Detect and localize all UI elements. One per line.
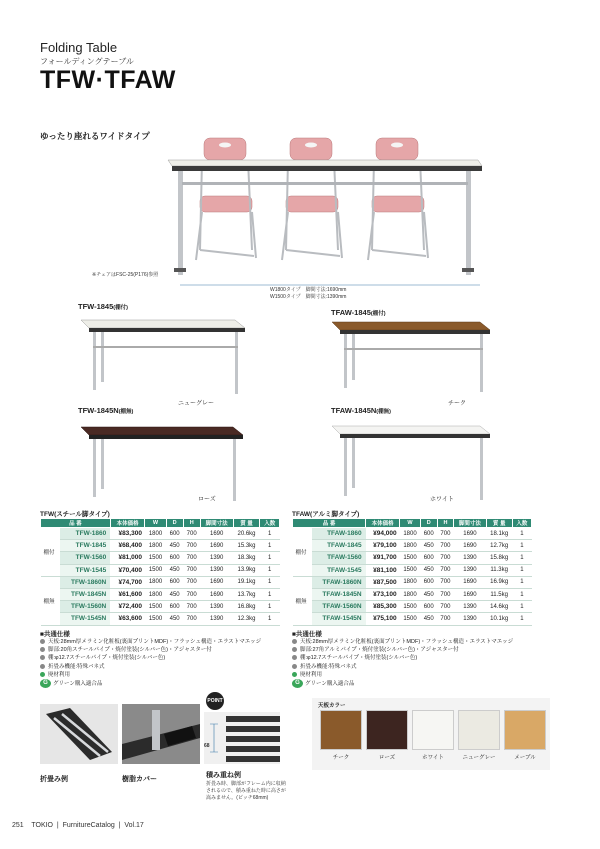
- cell-h: 700: [183, 564, 200, 576]
- cell-h: 700: [183, 540, 200, 552]
- cell-qty: 1: [260, 588, 280, 600]
- cell-d: 600: [166, 528, 183, 540]
- cell-w: 1800: [145, 588, 166, 600]
- cell-w: 1800: [400, 528, 421, 540]
- fold-example-label: 折畳み例: [40, 776, 68, 783]
- cell-qty: 1: [260, 613, 280, 625]
- cell-name: TFW-1560: [60, 552, 110, 564]
- cell-name: TFW-1845N: [60, 588, 110, 600]
- cell-name: TFW-1545N: [60, 613, 110, 625]
- swatch-label: チーク: [332, 755, 350, 761]
- cell-name: TFAW-1845N: [312, 588, 366, 600]
- cell-mass: 16.9kg: [486, 576, 512, 588]
- cell-d: 600: [420, 601, 437, 613]
- cell-leg: 1390: [454, 613, 486, 625]
- cell-name: TFAW-1860N: [312, 576, 366, 588]
- list-item: 脚部:20角スチールパイプ・焼付塗装(シルバー色)・アジャスター付: [40, 646, 290, 654]
- list-item: 天板:28mm厚メラミン化粧板(裏面プリントMDF)・フラッシュ構造・エラストマエッジ: [40, 638, 290, 646]
- bullet-icon: [292, 639, 297, 644]
- color-label-newgray: ニューグレー: [178, 401, 215, 407]
- table-row: [41, 588, 280, 600]
- product-label-tfaw-1845n: TFAW-1845N(棚無): [331, 406, 391, 415]
- swatch-item: [366, 710, 408, 761]
- col-w: W: [400, 519, 421, 528]
- cell-price: ¥94,000: [366, 528, 400, 540]
- list-item: 折畳み機能:特殊バネ式: [292, 663, 562, 671]
- bullet-icon: [40, 664, 45, 669]
- product-label-tfw-1845: TFW-1845(棚付): [78, 302, 128, 311]
- cell-mass: 13.9kg: [233, 564, 260, 576]
- col-leg: 脚間寸法: [454, 519, 486, 528]
- cell-d: 600: [420, 528, 437, 540]
- cell-d: 450: [166, 588, 183, 600]
- footer-catalog: FurnitureCatalog: [62, 822, 115, 829]
- table-header-row: [293, 519, 532, 528]
- table-header-row: [41, 519, 280, 528]
- dimension-line-1: W1800タイプ 脚間寸法:1690mm: [270, 287, 347, 293]
- cell-mass: 15.8kg: [486, 552, 512, 564]
- cell-price: ¥68,400: [110, 540, 145, 552]
- swatch-item: [504, 710, 546, 761]
- cell-name: TFW-1560N: [60, 601, 110, 613]
- chair-1: [196, 138, 256, 260]
- cell-leg: 1390: [200, 613, 233, 625]
- cell-d: 450: [420, 588, 437, 600]
- cell-mass: 12.3kg: [233, 613, 260, 625]
- cell-name: TFAW-1545N: [312, 613, 366, 625]
- cell-name: TFW-1845: [60, 540, 110, 552]
- bullet-icon: [292, 647, 297, 652]
- cell-qty: 1: [512, 564, 531, 576]
- swatch-item: [412, 710, 454, 761]
- page-number: 251: [12, 822, 24, 829]
- col-d: D: [420, 519, 437, 528]
- tfaw-common-specs: [292, 629, 562, 688]
- cell-mass: 20.6kg: [233, 528, 260, 540]
- cell-h: 700: [437, 613, 454, 625]
- cell-w: 1500: [400, 564, 421, 576]
- cell-w: 1800: [400, 576, 421, 588]
- cell-w: 1800: [400, 588, 421, 600]
- cell-d: 450: [420, 613, 437, 625]
- cell-qty: 1: [260, 552, 280, 564]
- cell-price: ¥91,700: [366, 552, 400, 564]
- cell-leg: 1390: [200, 601, 233, 613]
- swatch-item: [320, 710, 362, 761]
- cell-leg: 1690: [454, 576, 486, 588]
- table-row: [293, 552, 532, 564]
- green-purchase-icon: G: [292, 679, 303, 688]
- color-label-teak: チーク: [448, 401, 467, 407]
- stack-example-image: [204, 712, 280, 764]
- table-row: [293, 576, 532, 588]
- cell-d: 600: [166, 601, 183, 613]
- list-item: 脚部:27角アルミパイプ・焼付塗装(シルバー色)・アジャスター付: [292, 646, 562, 654]
- col-qty: 入数: [512, 519, 531, 528]
- cell-h: 700: [437, 576, 454, 588]
- common-specs-heading: ■共通仕様: [292, 631, 322, 638]
- stack-example-label: 積み重ね例: [206, 772, 241, 779]
- table-row: [41, 552, 280, 564]
- cell-qty: 1: [512, 613, 531, 625]
- cell-leg: 1390: [454, 564, 486, 576]
- cell-h: 700: [437, 564, 454, 576]
- cell-w: 1800: [400, 540, 421, 552]
- col-price: 本体価格: [366, 519, 400, 528]
- cell-d: 450: [420, 564, 437, 576]
- cell-d: 450: [166, 564, 183, 576]
- cell-name: TFAW-1560: [312, 552, 366, 564]
- cell-leg: 1690: [454, 540, 486, 552]
- swatch-panel: [312, 698, 550, 770]
- cell-h: 700: [437, 552, 454, 564]
- title-japanese: フォールディングテーブル: [40, 57, 134, 66]
- col-h: H: [183, 519, 200, 528]
- tfw-spec-table: [40, 518, 280, 626]
- fold-example-image: [40, 704, 118, 764]
- cell-name: TFAW-1545: [312, 564, 366, 576]
- group-label: 棚無: [41, 576, 61, 625]
- cell-qty: 1: [512, 528, 531, 540]
- cell-leg: 1390: [454, 601, 486, 613]
- point-badge: POINT: [206, 692, 224, 710]
- cell-d: 600: [420, 552, 437, 564]
- cell-name: TFAW-1560N: [312, 601, 366, 613]
- group-label: 棚付: [293, 528, 312, 577]
- product-image-tfw-1845: [75, 310, 255, 400]
- cell-d: 600: [166, 576, 183, 588]
- list-item: 天板:28mm厚メラミン化粧板(裏面プリントMDF)・フラッシュ構造・エラストマエッジ: [292, 638, 562, 646]
- cell-qty: 1: [512, 601, 531, 613]
- cell-w: 1500: [400, 613, 421, 625]
- cell-name: TFAW-1860: [312, 528, 366, 540]
- cell-name: TFAW-1845: [312, 540, 366, 552]
- col-w: W: [145, 519, 166, 528]
- chair-3: [368, 138, 428, 260]
- swatch-item: [458, 710, 500, 761]
- page-title: TFW·TFAW: [40, 66, 176, 94]
- common-specs-list: [40, 638, 290, 688]
- cell-w: 1500: [400, 552, 421, 564]
- common-specs-heading: ■共通仕様: [40, 631, 70, 638]
- col-h: H: [437, 519, 454, 528]
- recycle-icon: [292, 672, 297, 677]
- swatch-color: [320, 710, 362, 750]
- list-item: 廃材利用: [292, 671, 562, 679]
- cell-name: TFW-1860N: [60, 576, 110, 588]
- cell-d: 600: [420, 576, 437, 588]
- swatch-label: ホワイト: [422, 755, 444, 761]
- cell-mass: 12.7kg: [486, 540, 512, 552]
- tfw-table-title: TFW(スチール脚タイプ): [40, 511, 110, 518]
- cell-h: 700: [183, 613, 200, 625]
- product-image-tfaw-1845n: [328, 416, 508, 506]
- cell-qty: 1: [512, 588, 531, 600]
- cell-price: ¥61,600: [110, 588, 145, 600]
- cell-leg: 1690: [200, 588, 233, 600]
- cell-w: 1500: [145, 601, 166, 613]
- list-item: 折畳み機能:特殊バネ式: [40, 663, 290, 671]
- product-image-tfw-1845n: [75, 415, 255, 505]
- col-price: 本体価格: [110, 519, 145, 528]
- cell-mass: 15.3kg: [233, 540, 260, 552]
- resin-cover-image: [122, 704, 200, 764]
- cell-w: 1800: [145, 528, 166, 540]
- cell-h: 700: [183, 601, 200, 613]
- cell-d: 600: [166, 552, 183, 564]
- cell-w: 1800: [145, 576, 166, 588]
- chair-2: [282, 138, 342, 260]
- swatch-label: メープル: [514, 755, 536, 761]
- cell-w: 1800: [145, 540, 166, 552]
- group-label: 棚付: [41, 528, 61, 577]
- table-row: [41, 613, 280, 625]
- cell-price: ¥73,100: [366, 588, 400, 600]
- cell-price: ¥74,700: [110, 576, 145, 588]
- swatch-label: ニューグレー: [462, 755, 496, 761]
- product-label-tfaw-1845: TFAW-1845(棚付): [331, 308, 386, 317]
- swatch-heading: 天板カラー: [318, 703, 346, 709]
- cell-h: 700: [437, 540, 454, 552]
- bullet-icon: [292, 664, 297, 669]
- cell-w: 1500: [145, 552, 166, 564]
- cell-d: 450: [166, 540, 183, 552]
- cell-name: TFW-1860: [60, 528, 110, 540]
- cell-qty: 1: [260, 540, 280, 552]
- table-row: [41, 528, 280, 540]
- col-qty: 入数: [260, 519, 280, 528]
- cell-qty: 1: [260, 601, 280, 613]
- cell-mass: 10.1kg: [486, 613, 512, 625]
- cell-qty: 1: [260, 576, 280, 588]
- col-mass: 質 量: [486, 519, 512, 528]
- cell-qty: 1: [512, 540, 531, 552]
- list-item: 廃材利用: [40, 671, 290, 679]
- table-row: [41, 540, 280, 552]
- table-row: [41, 564, 280, 576]
- cell-h: 700: [437, 601, 454, 613]
- col-d: D: [166, 519, 183, 528]
- stack-description: 折畳み時、脚部がフレーム内に収納されるので、積み重ねた時に高さが嵩みません。(ピッチ68mm): [206, 781, 286, 801]
- bullet-icon: [292, 655, 297, 660]
- hero-table: [168, 160, 482, 285]
- list-item: 棚:φ12.7スチールパイプ・焼付塗装(シルバー色): [292, 654, 562, 662]
- cell-mass: 16.8kg: [233, 601, 260, 613]
- resin-cover-label: 樹脂カバー: [122, 776, 157, 783]
- cell-w: 1500: [400, 601, 421, 613]
- tfaw-spec-table: [292, 518, 532, 626]
- cell-price: ¥81,100: [366, 564, 400, 576]
- table-row: [41, 576, 280, 588]
- cell-qty: 1: [512, 576, 531, 588]
- color-label-white: ホワイト: [430, 497, 454, 503]
- hero-image: [160, 130, 500, 290]
- table-row: [293, 528, 532, 540]
- swatch-label: ローズ: [378, 755, 396, 761]
- product-image-tfaw-1845: [328, 316, 508, 396]
- cell-qty: 1: [260, 564, 280, 576]
- col-leg: 脚間寸法: [200, 519, 233, 528]
- list-item: G グリーン購入適合品: [292, 679, 562, 688]
- cell-qty: 1: [260, 528, 280, 540]
- cell-price: ¥87,500: [366, 576, 400, 588]
- col-name: 品 番: [41, 519, 111, 528]
- dimension-line-2: W1500タイプ 脚間寸法:1390mm: [270, 294, 347, 300]
- tfaw-table-title: TFAW(アルミ脚タイプ): [292, 511, 360, 518]
- cell-h: 700: [183, 528, 200, 540]
- list-item: 棚:φ12.7スチールパイプ・焼付塗装(シルバー色): [40, 654, 290, 662]
- cell-leg: 1690: [200, 540, 233, 552]
- chair-note: ※チェアはFSC-25(P176)参照: [92, 272, 159, 278]
- cell-mass: 11.3kg: [486, 564, 512, 576]
- stack-pitch-label: 68: [204, 743, 210, 749]
- cell-leg: 1390: [200, 564, 233, 576]
- bullet-icon: [40, 639, 45, 644]
- tfw-common-specs: [40, 629, 290, 688]
- common-specs-list: [292, 638, 562, 688]
- cell-price: ¥63,600: [110, 613, 145, 625]
- cell-h: 700: [437, 588, 454, 600]
- cell-name: TFW-1545: [60, 564, 110, 576]
- cell-price: ¥72,400: [110, 601, 145, 613]
- cell-leg: 1390: [454, 552, 486, 564]
- recycle-icon: [40, 672, 45, 677]
- footer-volume: Vol.17: [124, 822, 144, 829]
- footer: 251 TOKIO | FurnitureCatalog | Vol.17: [12, 822, 144, 829]
- table-row: [293, 588, 532, 600]
- cell-h: 700: [437, 528, 454, 540]
- table-row: [41, 601, 280, 613]
- cell-leg: 1690: [454, 588, 486, 600]
- cell-h: 700: [183, 552, 200, 564]
- footer-brand: TOKIO: [31, 822, 53, 829]
- cell-price: ¥85,300: [366, 601, 400, 613]
- cell-price: ¥79,100: [366, 540, 400, 552]
- swatch-color: [458, 710, 500, 750]
- cell-h: 700: [183, 576, 200, 588]
- cell-price: ¥75,100: [366, 613, 400, 625]
- cell-leg: 1690: [200, 528, 233, 540]
- cell-price: ¥83,300: [110, 528, 145, 540]
- swatch-color: [366, 710, 408, 750]
- group-label: 棚無: [293, 576, 312, 625]
- cell-mass: 18.3kg: [233, 552, 260, 564]
- cell-leg: 1690: [454, 528, 486, 540]
- swatch-row: [320, 710, 546, 761]
- cell-mass: 11.5kg: [486, 588, 512, 600]
- table-row: [293, 613, 532, 625]
- color-label-rose: ローズ: [198, 497, 216, 503]
- swatch-color: [504, 710, 546, 750]
- cell-price: ¥70,400: [110, 564, 145, 576]
- cell-mass: 13.7kg: [233, 588, 260, 600]
- cell-mass: 19.1kg: [233, 576, 260, 588]
- cell-leg: 1690: [200, 576, 233, 588]
- swatch-color: [412, 710, 454, 750]
- cell-leg: 1390: [200, 552, 233, 564]
- cell-price: ¥81,000: [110, 552, 145, 564]
- cell-d: 450: [420, 540, 437, 552]
- cell-mass: 18.1kg: [486, 528, 512, 540]
- cell-w: 1500: [145, 613, 166, 625]
- cell-h: 700: [183, 588, 200, 600]
- catch-copy: ゆったり座れるワイドタイプ: [40, 131, 150, 141]
- cell-d: 450: [166, 613, 183, 625]
- bullet-icon: [40, 647, 45, 652]
- product-label-tfw-1845n: TFW-1845N(棚無): [78, 406, 134, 415]
- col-mass: 質 量: [233, 519, 260, 528]
- green-purchase-icon: G: [40, 679, 51, 688]
- table-row: [293, 601, 532, 613]
- table-row: [293, 564, 532, 576]
- list-item: G グリーン購入適合品: [40, 679, 290, 688]
- cell-w: 1500: [145, 564, 166, 576]
- cell-qty: 1: [512, 552, 531, 564]
- col-name: 品 番: [293, 519, 366, 528]
- cell-mass: 14.6kg: [486, 601, 512, 613]
- table-row: [293, 540, 532, 552]
- bullet-icon: [40, 655, 45, 660]
- title-english: Folding Table: [40, 40, 118, 55]
